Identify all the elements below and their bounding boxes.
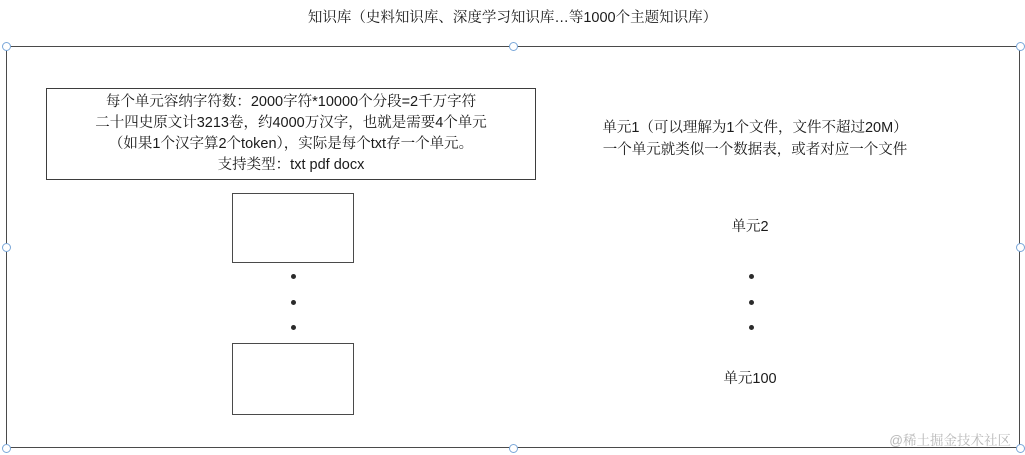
unit1-label-line2: 一个单元就类似一个数据表，或者对应一个文件: [602, 142, 908, 158]
resize-handle-bottom-middle[interactable]: [509, 444, 518, 453]
dot-icon: [291, 300, 296, 305]
note-line-3: （如果1个汉字算2个token），实际是每个txt存一个单元。: [108, 136, 474, 152]
unit-boxes-ellipsis: [286, 274, 300, 330]
unit2-label: 单元2: [731, 219, 769, 235]
diagram-title: 知识库（史料知识库、深度学习知识库…等1000个主题知识库）: [307, 10, 718, 26]
resize-handle-top-left[interactable]: [2, 42, 11, 51]
dot-icon: [749, 300, 754, 305]
unit-labels-ellipsis: [744, 274, 758, 330]
dot-icon: [749, 325, 754, 330]
resize-handle-right-middle[interactable]: [1016, 243, 1025, 252]
resize-handle-top-right[interactable]: [1016, 42, 1025, 51]
dot-icon: [291, 274, 296, 279]
resize-handle-bottom-right[interactable]: [1016, 444, 1025, 453]
note-line-2: 二十四史原文计3213卷，约4000万汉字，也就是需要4个单元: [95, 115, 487, 131]
watermark: @稀土掘金技术社区: [889, 433, 1011, 448]
unit-box-first[interactable]: [232, 193, 354, 263]
dot-icon: [749, 274, 754, 279]
resize-handle-top-middle[interactable]: [509, 42, 518, 51]
unit-box-last[interactable]: [232, 343, 354, 415]
resize-handle-bottom-left[interactable]: [2, 444, 11, 453]
resize-handle-left-middle[interactable]: [2, 243, 11, 252]
unit100-label: 单元100: [723, 371, 777, 387]
note-line-4: 支持类型：txt pdf docx: [217, 157, 365, 173]
note-line-1: 每个单元容纳字符数：2000字符*10000个分段=2千万字符: [105, 94, 477, 110]
dot-icon: [291, 325, 296, 330]
unit1-label: [560, 117, 950, 161]
unit1-label-line1: 单元1（可以理解为1个文件，文件不超过20M）: [602, 120, 908, 136]
capacity-note-box[interactable]: [46, 88, 536, 180]
